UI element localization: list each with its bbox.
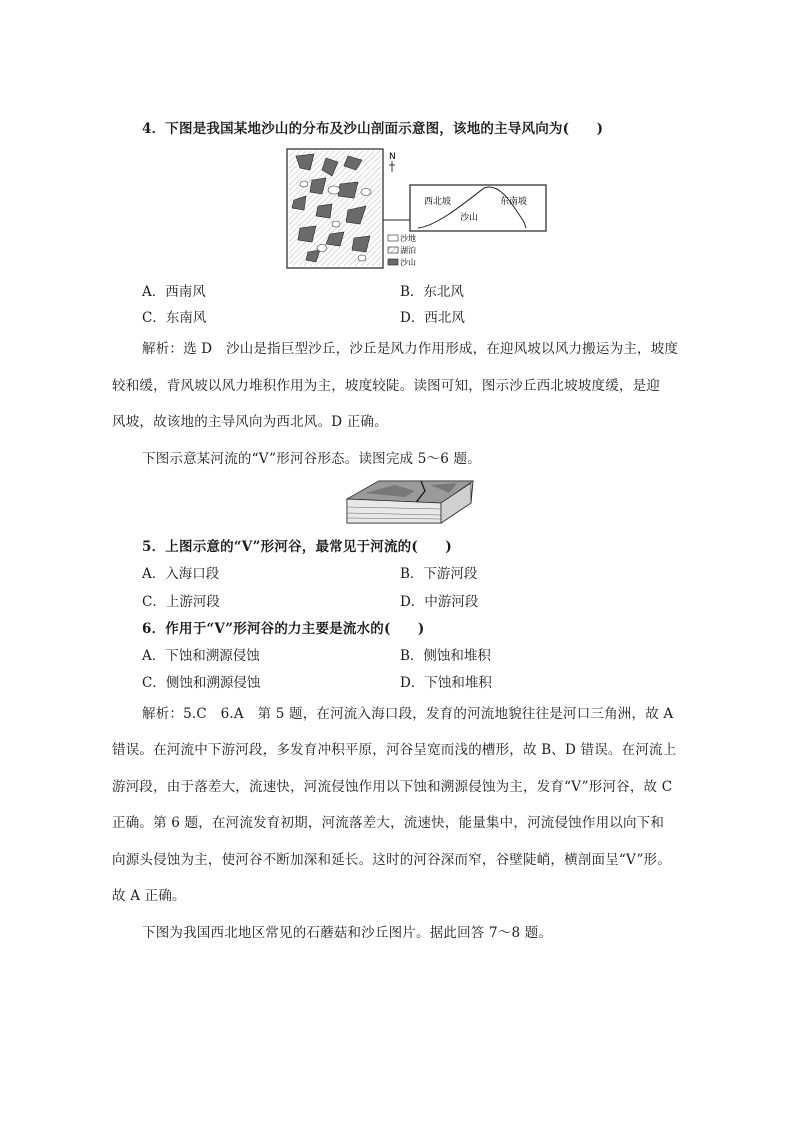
- q6-option-b[interactable]: B．侧蚀和堆积: [400, 648, 491, 664]
- q4-analysis-line-3: 风坡，故该地的主导风向为西北风。D 正确。: [112, 414, 388, 430]
- profile-left-label: 西北坡: [424, 197, 452, 207]
- north-label: N: [389, 152, 396, 162]
- q5-option-b[interactable]: B．下游河段: [400, 566, 478, 582]
- profile-center-label: 沙山: [460, 213, 479, 223]
- legend-sand-mountain: 沙山: [400, 258, 416, 267]
- analysis-5-6-line-5: 向源头侵蚀为主，使河谷不断加深和延长。这时的河谷深而窄，谷壁陡峭，横剖面呈“V”形。: [112, 852, 671, 868]
- q5-option-a[interactable]: A．入海口段: [142, 566, 220, 582]
- analysis-5-6-line-1: 解析：5.C 6.A 第 5 题，在河流入海口段，发育的河流地貌往往是河口三角洲，故 A: [142, 706, 674, 722]
- q5-option-c[interactable]: C．上游河段: [142, 594, 220, 610]
- legend-lake: 湖泊: [400, 246, 416, 255]
- analysis-5-6-line-4: 正确。第 6 题，在河流发育初期，河流落差大，流速快，能量集中，河流侵蚀作用以向下和: [112, 815, 665, 831]
- q5-stem: 5．上图示意的“V”形河谷，最常见于河流的( ): [142, 539, 452, 555]
- legend-sandland: 沙地: [400, 234, 416, 243]
- q4-option-d[interactable]: D．西北风: [400, 310, 465, 326]
- q6-option-d[interactable]: D．下蚀和堆积: [400, 675, 492, 691]
- q4-option-b[interactable]: B．东北风: [400, 284, 464, 300]
- q4-analysis-line-2: 较和缓，背风坡以风力堆积作用为主，坡度较陡。读图可知，图示沙丘西北坡坡度缓，是迎: [112, 378, 660, 394]
- q6-option-c[interactable]: C．侧蚀和溯源侵蚀: [142, 675, 261, 691]
- intro-5-6: 下图示意某河流的“V”形河谷形态。读图完成 5～6 题。: [142, 451, 481, 467]
- analysis-5-6-line-6: 故 A 正确。: [112, 888, 186, 904]
- q4-option-a[interactable]: A．西南风: [142, 284, 206, 300]
- q6-stem: 6．作用于“V”形河谷的力主要是流水的( ): [142, 621, 425, 637]
- analysis-5-6-line-2: 错误。在河流中下游河段，多发育冲积平原，河谷呈宽而浅的槽形，故 B、D 错误。在河流上: [112, 742, 677, 758]
- sand-dune-map-figure: [286, 148, 548, 272]
- intro-7-8: 下图为我国西北地区常见的石蘑菇和沙丘图片。据此回答 7～8 题。: [142, 925, 553, 941]
- q5-option-d[interactable]: D．中游河段: [400, 594, 479, 610]
- q4-option-c[interactable]: C．东南风: [142, 310, 207, 326]
- q4-analysis-line-1: 解析：选 D 沙山是指巨型沙丘，沙丘是风力作用形成，在迎风坡以风力搬运为主，坡度: [142, 341, 679, 357]
- v-valley-figure: [345, 477, 475, 527]
- q6-option-a[interactable]: A．下蚀和溯源侵蚀: [142, 648, 260, 664]
- analysis-5-6-line-3: 游河段，由于落差大，流速快，河流侵蚀作用以下蚀和溯源侵蚀为主，发育“V”形河谷，故 C: [112, 779, 673, 795]
- q4-stem: 4．下图是我国某地沙山的分布及沙山剖面示意图，该地的主导风向为( ): [142, 121, 604, 137]
- profile-right-label: 东南坡: [500, 197, 528, 207]
